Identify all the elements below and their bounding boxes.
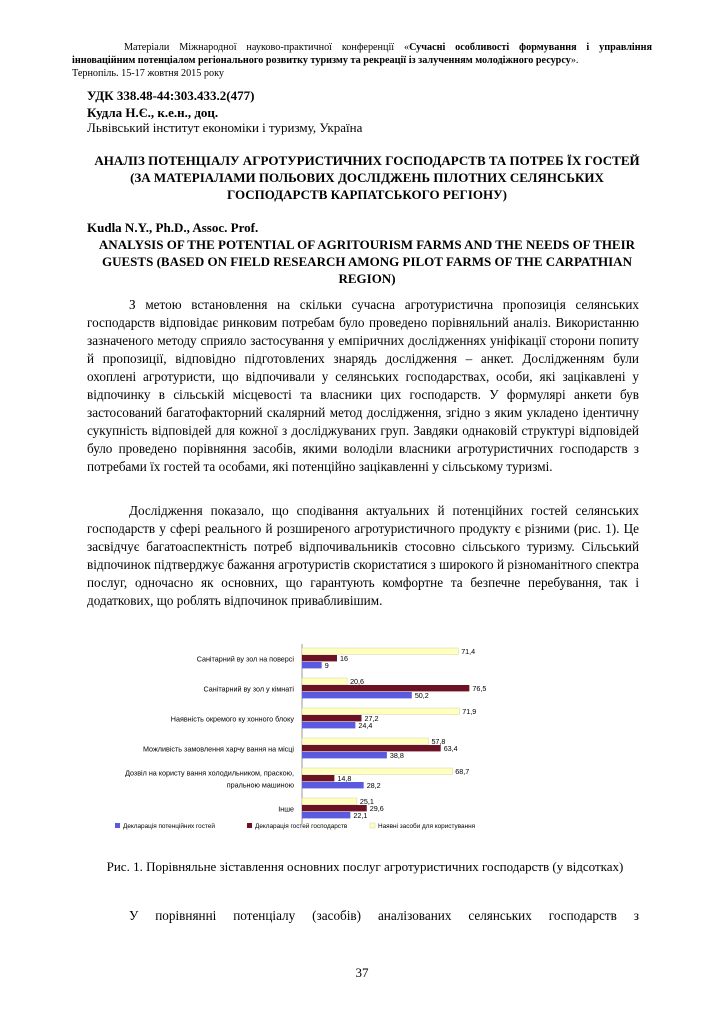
chart-bar bbox=[302, 752, 387, 758]
author-ua: Кудла Н.Є., к.е.н., доц. bbox=[87, 105, 219, 120]
chart-bar bbox=[302, 812, 350, 818]
conference-header bbox=[72, 41, 652, 80]
conference-header-line1: Матеріали Міжнародної науково-практичної конференції «Сучасні особливості формування і управління інноваційним потенціалом регіонального розвитку туризму та рекреації із залученням молодіжного ресурсу». bbox=[72, 42, 652, 66]
chart-legend-label: Декларація гостей господарств bbox=[255, 823, 348, 830]
title-en: ANALYSIS OF THE POTENTIAL OF AGRITOURISM FARMS AND THE NEEDS OF THEIR GUESTS (BASED ON FIELD RESEARCH AMONG PILOT FARMS OF THE CARPATHIAN REGION) bbox=[98, 237, 636, 286]
chart-category-label: Можливість замовлення харчу вання на місці bbox=[142, 744, 294, 754]
udc-code: УДК 338.48-44:303.433.2(477) bbox=[87, 88, 255, 103]
chart-data-label: 24,4 bbox=[358, 721, 373, 730]
chart-category-label: Санітарний ву зол у кімнаті bbox=[203, 684, 294, 694]
page-number: 37 bbox=[355, 965, 369, 980]
chart-category-label: Санітарний ву зол на поверсі bbox=[196, 654, 294, 664]
title-ua: АНАЛІЗ ПОТЕНЦІАЛУ АГРОТУРИСТИЧНИХ ГОСПОДАРСТВ ТА ПОТРЕБ ЇХ ГОСТЕЙ (ЗА МАТЕРІАЛАМИ ПОЛЬОВИХ ДОСЛІДЖЕНЬ ПІЛОТНИХ СЕЛЯНСЬКИХ ГОСПОДАРСТВ КАРПАТСЬКОГО РЕГІОНУ) bbox=[94, 153, 640, 202]
chart-data-label: 20,6 bbox=[350, 677, 365, 686]
chart-bar bbox=[302, 692, 412, 698]
chart-data-label: 28,2 bbox=[366, 781, 381, 790]
chart-bar bbox=[302, 782, 364, 788]
chart-legend-label: Наявні засоби для користування bbox=[378, 823, 476, 830]
chart-data-label: 68,7 bbox=[455, 767, 470, 776]
chart-data-label: 71,9 bbox=[462, 707, 477, 716]
chart-category-label: Дозвіл на користу вання холодильником, праскою, bbox=[125, 768, 294, 778]
chart-data-label: 63,4 bbox=[443, 744, 458, 753]
chart-data-label: 25,1 bbox=[359, 797, 374, 806]
chart-data-label: 27,2 bbox=[364, 714, 379, 723]
institution: Львівський інститут економіки і туризму, Україна bbox=[87, 120, 363, 135]
chart-bar bbox=[302, 722, 355, 728]
chart-category-label: Інше bbox=[278, 804, 294, 814]
chart-legend-swatch bbox=[115, 823, 120, 828]
chart-data-label: 50,2 bbox=[414, 691, 429, 700]
chart-category-labels bbox=[125, 655, 295, 814]
conference-header-line2: Тернопіль. 15-17 жовтня 2015 року bbox=[72, 68, 224, 79]
chart-bar bbox=[302, 715, 362, 721]
chart-legend-swatch bbox=[247, 823, 252, 828]
figure-caption: Рис. 1. Порівняльне зіставлення основних послуг агротуристичних господарств (у відсотках) bbox=[106, 859, 624, 874]
chart-bar bbox=[302, 745, 441, 751]
chart-data-label: 57,8 bbox=[431, 737, 446, 746]
chart-bar bbox=[302, 738, 428, 744]
chart-bar bbox=[302, 685, 469, 691]
chart-bar bbox=[302, 678, 347, 684]
author-en: Kudla N.Y., Ph.D., Assoc. Prof. bbox=[87, 220, 259, 235]
chart-data-label: 29,6 bbox=[369, 804, 384, 813]
chart-bar bbox=[302, 775, 334, 781]
chart-category-label: пральною машиною bbox=[226, 780, 294, 790]
chart-legend-swatch bbox=[370, 823, 375, 828]
chart-bar bbox=[302, 768, 452, 774]
chart-bar bbox=[302, 708, 459, 714]
paragraph-3: У порівнянні потенціалу (засобів) аналізованих селянських господарств з bbox=[129, 908, 639, 923]
chart-value-labels bbox=[325, 647, 487, 820]
chart-bar bbox=[302, 655, 337, 661]
chart-data-label: 14,8 bbox=[337, 774, 352, 783]
paragraph-2: Дослідження показало, що сподівання актуальних й потенційних гостей селянських господарств у сфері реального й розширеного агротуристичного продукту є різними (рис. 1). Це засвідчує багатоаспектність потреб відпочивальників стосовно сільського туризму. Сільський відпочинок підтверджує бажання агротуристів скористатися з широкого й різноманітного спектра послуг, одночасно як основних, що гарантують комфортне та безпечне перебування, так і додаткових, що роблять відпочинок привабливішим. bbox=[87, 503, 639, 608]
chart-data-label: 76,5 bbox=[472, 684, 487, 693]
paragraph-1: З метою встановлення на скільки сучасна агротуристична пропозиція селянських господарств відповідає ринковим потребам було проведено порівняльний аналіз. Використанню зазначеного методу сприяло застосування у емпіричних дослідженнях уніфікації сторони попиту й пропозиції, відповідно підготовлених знарядь дослідження – анкет. Дослідженням були охоплені агротуристи, що відпочивали у селянських господарствах, особи, які зацікавлені у відпочинку в сільській місцевості та власники цих господарств. У формулярі анкети був застосований багатофакторний скалярний метод дослідження, згідно з яким укладено ідентичну сукупність відповідей для кожної з досліджуваних груп. Завдяки однаковій структурі відповідей було проведено порівняння засобів, якими володіли власники агротуристичних господарств з потребами їх гостей та особами, які потенційно зацікавленні у сільському туризмі. bbox=[87, 297, 639, 474]
bar-chart bbox=[100, 640, 510, 840]
chart-data-label: 71,4 bbox=[461, 647, 476, 656]
chart-data-label: 22,1 bbox=[353, 811, 368, 820]
chart-legend-label: Декларація потенційних гостей bbox=[123, 823, 215, 830]
chart-data-label: 16 bbox=[340, 654, 348, 663]
chart-bar bbox=[302, 662, 322, 668]
chart-data-label: 9 bbox=[324, 661, 329, 670]
chart-bars bbox=[302, 648, 469, 818]
chart-bar bbox=[302, 648, 458, 654]
chart-category-label: Наявність окремого ку хонного блоку bbox=[170, 714, 294, 724]
chart-data-label: 38,8 bbox=[389, 751, 404, 760]
chart-legend bbox=[115, 822, 476, 830]
chart-bar bbox=[302, 798, 357, 804]
